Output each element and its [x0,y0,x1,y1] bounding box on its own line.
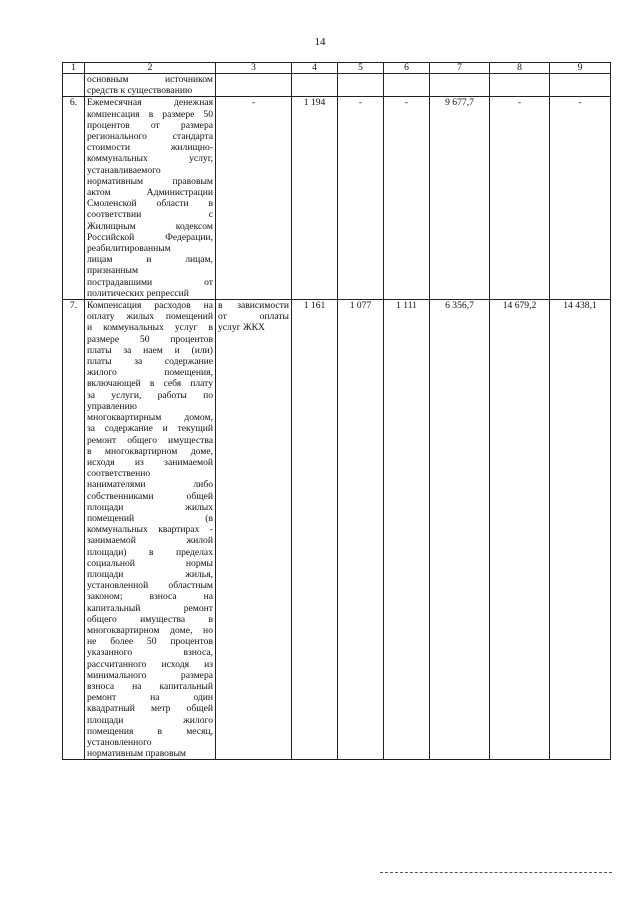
value-cell-c6: 1 111 [384,300,430,760]
value-cell-c7 [430,74,490,97]
table-row [63,74,611,97]
description-line: лицам и лицам, [87,254,213,266]
condition-line: - [251,97,256,109]
header-cell: 9 [550,63,611,74]
description-line: за содержание и текущий [87,423,213,435]
row-number: 6. [63,97,85,300]
value-cell-c4: 1 194 [292,97,338,300]
description-line: установленной областным [87,580,213,592]
value-cell-c4 [292,74,338,97]
condition-line: от оплаты [218,311,289,323]
description-line: не более 50 процентов [87,636,213,648]
condition-line: услуг ЖКХ [218,322,265,334]
value-cell-c7: 9 677,7 [430,97,490,300]
description-line: квадратный метр общей [87,703,213,715]
row-number [63,74,85,97]
description-line: исходя из занимаемой [87,456,213,468]
description-line: помещения в месяц, [87,725,213,737]
description-line: соответствии с [87,209,213,221]
description-line: социальной нормы [87,557,213,569]
description-cell [85,74,216,97]
header-cell: 7 [430,63,490,74]
value-cell-c8 [490,74,550,97]
description-line: Компенсация расходов на [87,300,213,312]
description-line: минимального размера [87,669,213,681]
value-cell-c8: 14 679,2 [490,300,550,760]
table-row [63,97,611,300]
description-line: законом; взноса на [87,591,213,603]
description-line: коммунальных квартирах - [87,524,213,536]
condition-line: в зависимости [218,300,289,312]
row-number: 7. [63,300,85,760]
header-cell: 3 [216,63,292,74]
footer-divider [380,872,612,873]
description-line: размере 50 процентов [87,333,213,345]
description-line: пострадавшими от [87,276,213,288]
header-cell: 4 [292,63,338,74]
value-cell-c6 [384,74,430,97]
description-cell [85,97,216,300]
description-line: ремонт на один [87,692,213,704]
description-line: управлению [87,400,137,412]
description-line: стоимости жилищно- [87,142,213,154]
description-line: устанавливаемого [87,164,161,176]
description-line: площади жилого [87,714,213,726]
description-line: занимаемой жилой [87,535,213,547]
description-line: компенсация в размере 50 [87,108,213,120]
description-line: рассчитанного исходя из [87,658,213,670]
description-line: жилого помещения, [87,367,213,379]
value-cell-c5: 1 077 [338,300,384,760]
header-cell: 5 [338,63,384,74]
description-line: основным источником [87,74,213,85]
condition-cell [216,300,292,760]
value-cell-c9: - [550,97,611,300]
description-line: актом Администрации [87,187,213,199]
description-line: многоквартирным домом, [87,412,213,424]
description-line: площади) в пределах [87,546,213,558]
page-number: 14 [314,36,326,48]
description-line: коммунальных услуг, [87,153,213,165]
header-cell: 6 [384,63,430,74]
header-cell: 1 [63,63,85,74]
condition-cell [216,74,292,97]
description-line: процентов от размера [87,119,213,131]
data-table [62,62,611,760]
header-cell: 2 [85,63,216,74]
description-line: соответственно [87,468,151,480]
value-cell-c4: 1 161 [292,300,338,760]
description-line: площади жилых [87,501,213,513]
description-line: платы за наем и (или) [87,344,213,356]
description-line: за услуги, работы по [87,389,213,401]
header-row [63,63,611,74]
description-line: нормативным правовым [87,748,187,760]
description-line: нормативным правовым [87,175,213,187]
description-line: платы за содержание [87,356,213,368]
description-line: указанного взноса, [87,647,213,659]
value-cell-c5: - [338,97,384,300]
description-line: признанным [87,265,139,277]
description-line: средств к существованию [87,85,193,97]
description-line: Смоленской области в [87,198,213,210]
description-line: Российской Федерации, [87,231,213,243]
description-line: включающей в себя плату [87,378,213,390]
description-line: ремонт общего имущества [87,434,213,446]
value-cell-c5 [338,74,384,97]
description-line: площади жилья, [87,568,213,580]
description-line: оплату жилых помещений [87,311,213,323]
description-line: регионального стандарта [87,131,213,143]
description-line: нанимателями либо [87,479,213,491]
description-line: реабилитированным [87,243,171,255]
description-line: взноса на капитальный [87,680,213,692]
description-line: установленного [87,736,152,748]
description-cell [85,300,216,760]
description-line: Ежемесячная денежная [87,97,213,109]
value-cell-c7: 6 356,7 [430,300,490,760]
description-line: в многоквартирном доме, [87,445,213,457]
header-cell: 8 [490,63,550,74]
value-cell-c9: 14 438,1 [550,300,611,760]
value-cell-c6: - [384,97,430,300]
value-cell-c8: - [490,97,550,300]
description-line: капитальный ремонт [87,602,213,614]
description-line: помещений (в [87,512,213,524]
description-line: общего имущества в [87,613,213,625]
value-cell-c9 [550,74,611,97]
description-line: Жилищным кодексом [87,220,213,232]
description-line: политических репрессий [87,287,189,299]
description-line: многоквартирном доме, но [87,624,213,636]
description-line: и коммунальных услуг в [87,322,213,334]
condition-cell [216,97,292,300]
table-row [63,300,611,760]
description-line: собственниками общей [87,490,213,502]
